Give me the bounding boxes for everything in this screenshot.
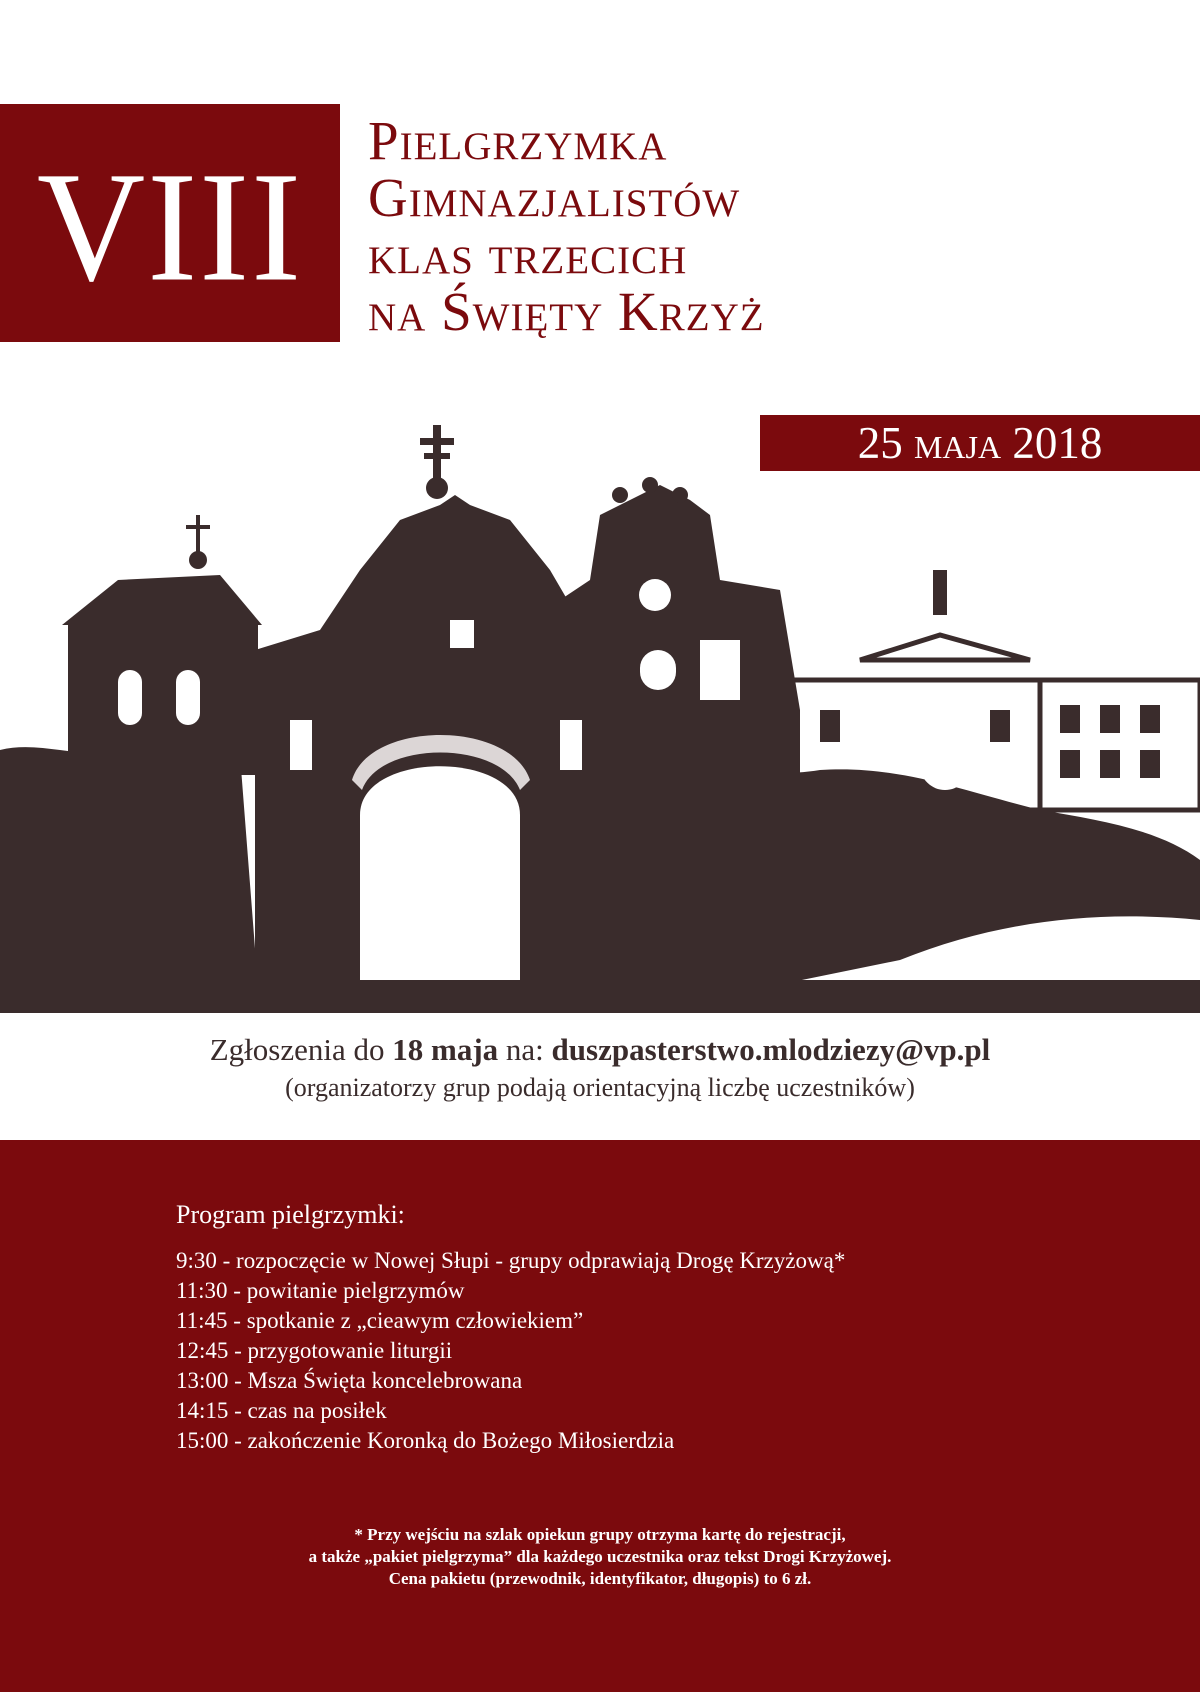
monastery-gate-engraving-icon	[0, 420, 1200, 1013]
footnote-line: a także „pakiet pielgrzyma” dla każdego uczestnika oraz tekst Drogi Krzyżowej.	[308, 1547, 892, 1566]
title-line: klas trzecich	[368, 224, 688, 285]
program-item: 9:30 - rozpoczęcie w Nowej Słupi - grupy odprawiają Drogę Krzyżową*	[176, 1248, 846, 1273]
program-panel	[0, 1140, 1200, 1692]
registration-info	[0, 1030, 1200, 1106]
program-item: 11:45 - spotkanie z „cieawym człowiekiem”	[176, 1308, 584, 1333]
roman-numeral-box	[0, 104, 340, 342]
registration-note: (organizatorzy grup podają orientacyjną liczbę uczestników)	[285, 1073, 915, 1102]
program-item: 13:00 - Msza Święta koncelebrowana	[176, 1368, 523, 1393]
roman-numeral: VIII	[36, 139, 304, 315]
registration-line	[0, 1030, 1200, 1070]
event-date: 25 maja 2018	[857, 418, 1103, 468]
registration-email: duszpasterstwo.mlodziezy@vp.pl	[551, 1032, 991, 1067]
footnote-line: * Przy wejściu na szlak opiekun grupy otrzyma kartę do rejestracji,	[354, 1525, 846, 1544]
program-item: 14:15 - czas na posiłek	[176, 1398, 387, 1423]
program-item: 15:00 - zakończenie Koronką do Bożego Miłosierdzia	[176, 1428, 675, 1453]
program-item: 11:30 - powitanie pielgrzymów	[176, 1278, 465, 1303]
registration-prefix: Zgłoszenia do	[209, 1032, 393, 1067]
program-list	[176, 1246, 845, 1456]
registration-deadline: 18 maja	[392, 1032, 499, 1067]
footnote	[0, 1524, 1200, 1590]
program-title: Program pielgrzymki:	[176, 1200, 405, 1229]
program-item: 12:45 - przygotowanie liturgii	[176, 1338, 453, 1363]
title-line: Gimnazjalistów	[368, 167, 741, 228]
title-line: na Święty Krzyż	[368, 281, 765, 342]
footnote-line: Cena pakietu (przewodnik, identyfikator, długopis) to 6 zł.	[388, 1569, 812, 1588]
registration-middle: na:	[498, 1032, 552, 1067]
poster-title	[368, 112, 765, 340]
title-line: Pielgrzymka	[368, 110, 668, 171]
